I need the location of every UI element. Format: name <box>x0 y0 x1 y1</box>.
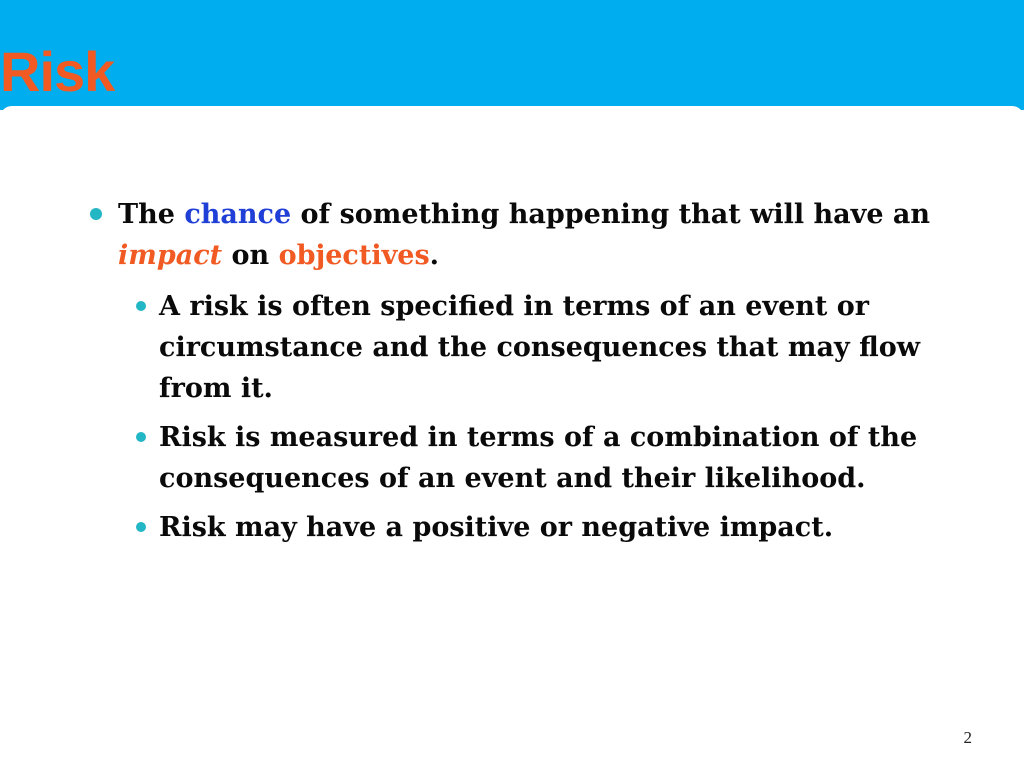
main-bullet-text-end: . <box>429 240 440 271</box>
main-bullet-text-before: The <box>118 199 185 230</box>
sub-bullet <box>128 507 958 548</box>
sub-bullet <box>128 286 958 409</box>
bullet-dot-icon <box>90 208 102 220</box>
bullet-dot-icon <box>136 522 146 532</box>
slide-content <box>88 194 958 556</box>
sub-bullet <box>128 417 958 499</box>
keyword-objectives: objectives <box>278 240 430 271</box>
keyword-impact: impact <box>118 240 223 271</box>
title-bar <box>0 0 1024 110</box>
page-number: 2 <box>963 728 972 747</box>
sub-bullet-list <box>88 286 958 548</box>
keyword-chance: chance <box>184 199 292 230</box>
bullet-dot-icon <box>136 301 146 311</box>
slide-title: Risk <box>0 40 115 103</box>
sub-bullet-text: A risk is often specified in terms of an event or circumstance and the consequences that may flow from it. <box>159 291 920 404</box>
sub-bullet-text: Risk is measured in terms of a combination of the consequences of an event and their likelihood. <box>159 422 918 494</box>
main-bullet <box>88 194 958 276</box>
main-bullet-text-on: on <box>222 240 279 271</box>
main-bullet-text-middle: of something happening that will have an <box>291 199 931 230</box>
sub-bullet-text: Risk may have a positive or negative impact. <box>159 512 834 543</box>
content-panel-top <box>0 106 1024 120</box>
bullet-dot-icon <box>136 432 146 442</box>
